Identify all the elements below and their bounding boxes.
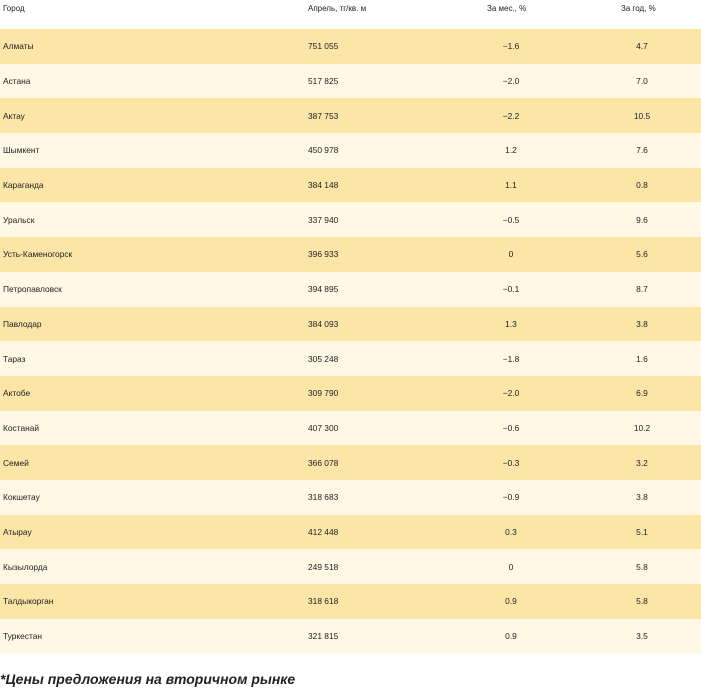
- table-row: [0, 480, 701, 515]
- table-header: [0, 0, 701, 29]
- table-row: [0, 29, 701, 64]
- price-cell: 517 825: [308, 76, 339, 87]
- table-row: [0, 168, 701, 203]
- price-cell: 396 933: [308, 249, 339, 260]
- price-cell: 384 148: [308, 180, 339, 191]
- month-change-cell: −0.9: [502, 492, 520, 503]
- month-change-cell: −1.6: [502, 41, 520, 52]
- month-change-cell: 0.3: [505, 526, 517, 537]
- city-cell: Усть-Каменогорск: [3, 249, 73, 260]
- city-cell: Астана: [3, 76, 31, 87]
- year-change-cell: 0.8: [636, 180, 648, 191]
- city-cell: Алматы: [3, 41, 34, 52]
- month-change-cell: −0.5: [502, 214, 520, 225]
- month-change-cell: −1.8: [502, 353, 520, 364]
- city-cell: Павлодар: [3, 318, 42, 329]
- table-row: [0, 64, 701, 99]
- table-row: [0, 376, 701, 411]
- city-cell: Костанай: [3, 422, 40, 433]
- month-change-cell: −2.0: [502, 76, 520, 87]
- city-cell: Уральск: [3, 214, 35, 225]
- city-cell: Туркестан: [3, 631, 43, 642]
- price-cell: 309 790: [308, 388, 339, 399]
- table-row: [0, 549, 701, 584]
- table-row: [0, 272, 701, 307]
- table-row: [0, 133, 701, 168]
- year-change-cell: 5.8: [636, 596, 648, 607]
- city-cell: Петропавловск: [3, 284, 62, 295]
- year-change-cell: 1.6: [636, 353, 648, 364]
- price-cell: 305 248: [308, 353, 339, 364]
- price-cell: 450 978: [308, 145, 339, 156]
- table-body: [0, 29, 701, 653]
- city-cell: Караганда: [3, 180, 44, 191]
- month-change-cell: 0.9: [505, 596, 517, 607]
- month-change-cell: −0.3: [502, 457, 520, 468]
- year-change-cell: 5.8: [636, 561, 648, 572]
- month-change-cell: 0.9: [505, 631, 517, 642]
- table-row: [0, 98, 701, 133]
- year-change-cell: 4.7: [636, 41, 648, 52]
- table-row: [0, 619, 701, 654]
- table-row: [0, 411, 701, 446]
- city-cell: Семей: [3, 457, 29, 468]
- price-cell: 394 895: [308, 284, 339, 295]
- year-change-cell: 7.0: [636, 76, 648, 87]
- price-cell: 337 940: [308, 214, 339, 225]
- year-change-cell: 3.8: [636, 318, 648, 329]
- city-cell: Актобе: [3, 388, 31, 399]
- month-change-cell: 1.2: [505, 145, 517, 156]
- year-change-cell: 10.5: [633, 110, 651, 121]
- month-change-cell: 0: [508, 249, 514, 260]
- price-cell: 387 753: [308, 110, 339, 121]
- table-row: [0, 584, 701, 619]
- year-change-cell: 3.5: [636, 631, 648, 642]
- price-cell: 318 683: [308, 492, 339, 503]
- city-cell: Актау: [3, 110, 25, 121]
- month-change-cell: −0.1: [502, 284, 520, 295]
- footnote: *Цены предложения на вторичном рынке: [0, 671, 296, 687]
- year-change-cell: 7.6: [636, 145, 648, 156]
- city-cell: Кокшетау: [3, 492, 40, 503]
- table-row: [0, 515, 701, 550]
- year-change-cell: 10.2: [633, 422, 651, 433]
- price-cell: 321 815: [308, 631, 339, 642]
- table-row: [0, 202, 701, 237]
- month-change-cell: −0.6: [502, 422, 520, 433]
- city-cell: Шымкент: [3, 145, 40, 156]
- month-change-cell: 1.3: [505, 318, 517, 329]
- city-cell: Талдыкорган: [3, 596, 54, 607]
- city-cell: Тараз: [3, 353, 26, 364]
- header-price: Апрель, тг/кв. м: [308, 4, 367, 13]
- table-row: [0, 237, 701, 272]
- table-row: [0, 445, 701, 480]
- price-cell: 412 448: [308, 526, 339, 537]
- month-change-cell: −2.2: [502, 110, 520, 121]
- price-cell: 384 093: [308, 318, 339, 329]
- header-city: Город: [3, 4, 25, 13]
- price-cell: 318 618: [308, 596, 339, 607]
- month-change-cell: −2.0: [502, 388, 520, 399]
- city-cell: Кызылорда: [3, 561, 48, 572]
- year-change-cell: 5.1: [636, 526, 648, 537]
- table-row: [0, 307, 701, 342]
- year-change-cell: 9.6: [636, 214, 648, 225]
- year-change-cell: 3.2: [636, 457, 648, 468]
- year-change-cell: 6.9: [636, 388, 648, 399]
- table-row: [0, 341, 701, 376]
- price-cell: 751 055: [308, 41, 339, 52]
- city-cell: Атырау: [3, 526, 32, 537]
- price-cell: 249 518: [308, 561, 339, 572]
- month-change-cell: 1.1: [505, 180, 517, 191]
- header-year-change: За год, %: [621, 4, 656, 13]
- year-change-cell: 8.7: [636, 284, 648, 295]
- year-change-cell: 3.8: [636, 492, 648, 503]
- month-change-cell: 0: [508, 561, 514, 572]
- header-month-change: За мес., %: [487, 4, 527, 13]
- year-change-cell: 5.6: [636, 249, 648, 260]
- price-cell: 407 300: [308, 422, 339, 433]
- price-cell: 366 078: [308, 457, 339, 468]
